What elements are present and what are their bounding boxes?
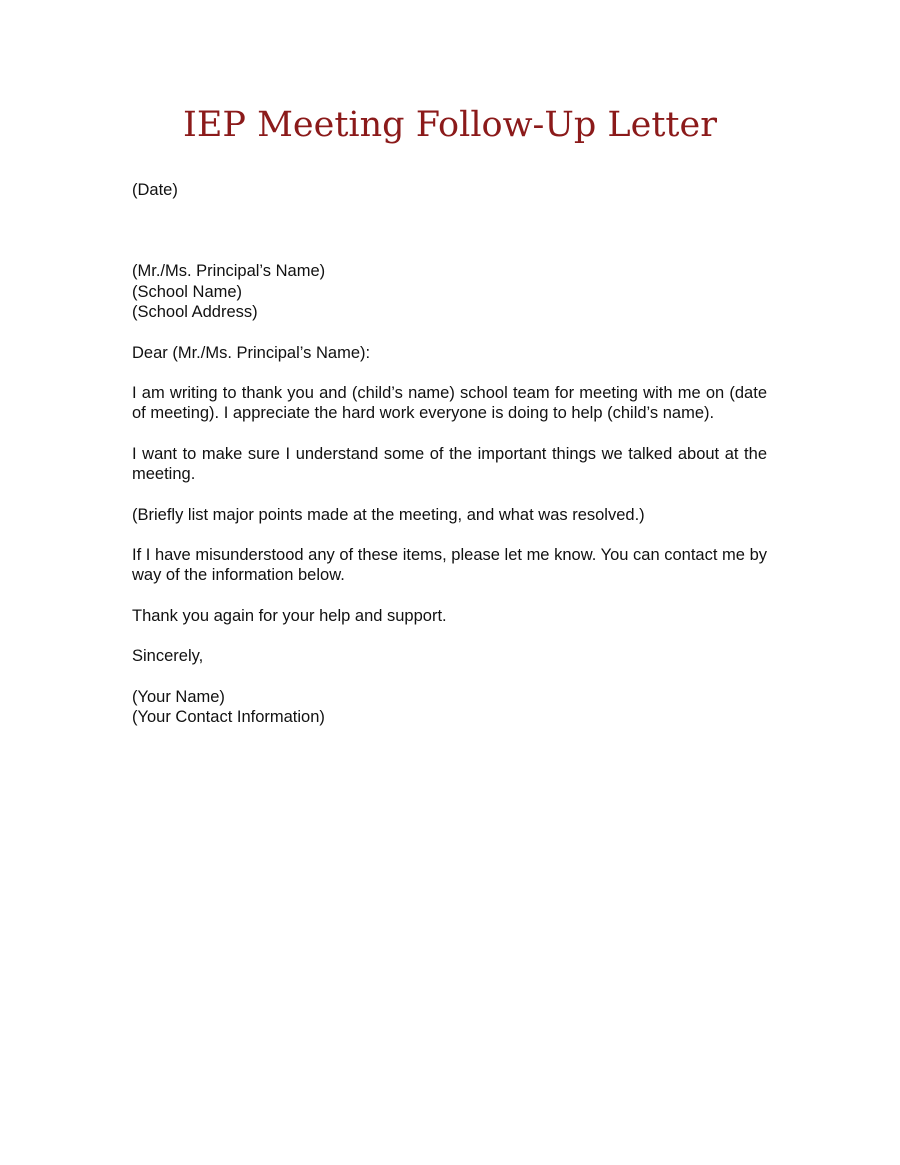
- paragraph-understanding: I want to make sure I understand some of the important things we talked about at the meeting.: [132, 444, 767, 484]
- date-line: (Date): [132, 181, 178, 199]
- recipient-name: (Mr./Ms. Principal’s Name): [132, 262, 326, 281]
- paragraph-thanks: I am writing to thank you and (child’s name) school team for meeting with me on (date of meeting). I appreciate the hard work everyone is doing to help (child’s name).: [132, 384, 767, 423]
- salutation: Dear (Mr./Ms. Principal’s Name):: [132, 343, 371, 362]
- paragraph-points: (Briefly list major points made at the meeting, and what was resolved.): [132, 505, 645, 524]
- paragraph-thank-again: Thank you again for your help and support.: [132, 606, 447, 625]
- signature-name: (Your Name): [132, 687, 225, 706]
- letter-body: [132, 180, 767, 728]
- recipient-address: (School Address): [132, 303, 258, 322]
- letter-title: IEP Meeting Follow-Up Letter: [183, 105, 717, 145]
- recipient-school: (School Name): [132, 282, 243, 301]
- closing: Sincerely,: [132, 647, 204, 666]
- signature-contact: (Your Contact Information): [132, 708, 325, 727]
- paragraph-contact: If I have misunderstood any of these items, please let me know. You can contact me by way of the information below.: [132, 546, 767, 585]
